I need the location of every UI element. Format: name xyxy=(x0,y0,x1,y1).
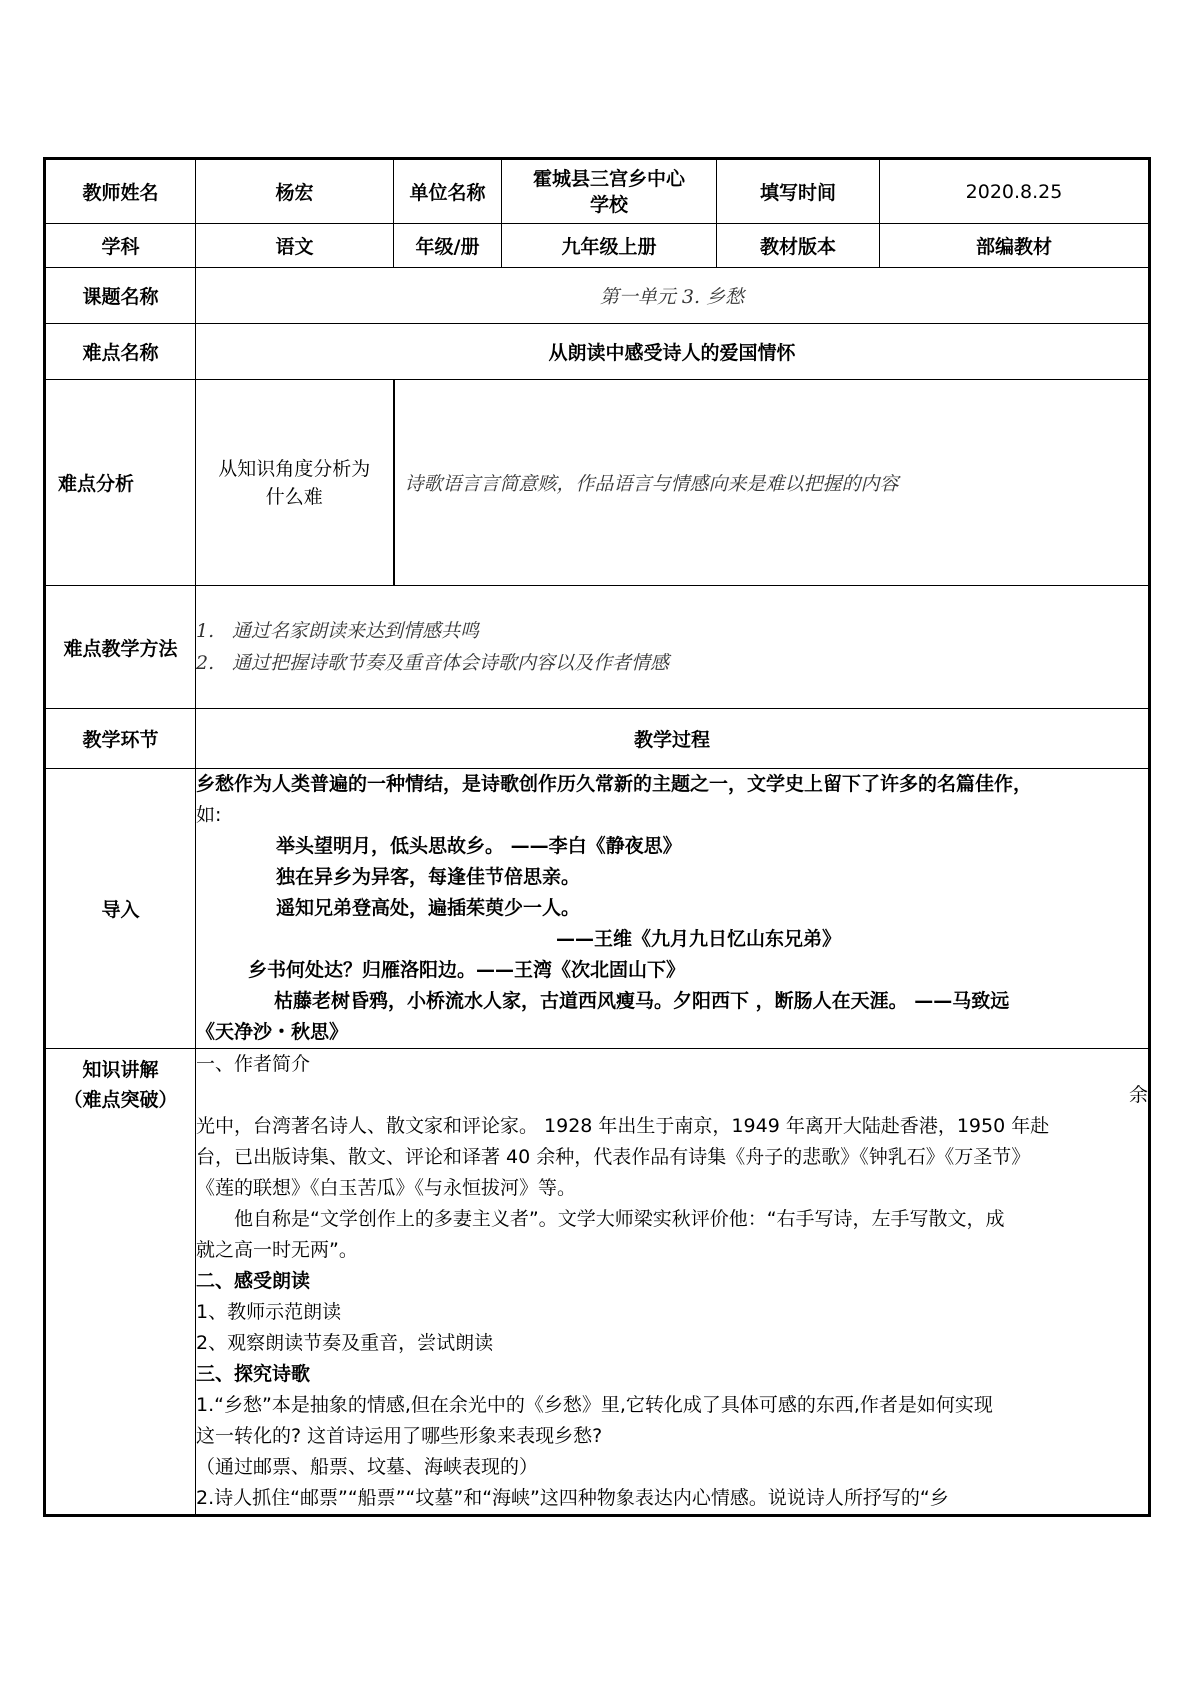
section-title: 一、作者简介 xyxy=(196,1053,311,1075)
analysis-value: 诗歌语言言简意赅，作品语言与情感向来是难以把握的内容 xyxy=(394,380,1150,586)
paragraph-line: 光中，台湾著名诗人、散文家和评论家。 1928 年出生于南京，1949 年离开大陆赴香港，1950 年赴 xyxy=(196,1115,1050,1137)
knowledge-label-line1: 知识讲解 xyxy=(82,1059,159,1081)
header-row-1 xyxy=(45,159,1150,224)
topic-label: 课题名称 xyxy=(45,268,196,324)
teacher-name-label: 教师姓名 xyxy=(45,159,196,224)
paragraph-line: 就之高一时无两”。 xyxy=(196,1239,358,1261)
intro-line: 如: xyxy=(196,804,222,826)
poem-line: 乡书何处达？归雁洛阳边。——王湾《次北固山下》 xyxy=(248,959,686,981)
methods-row xyxy=(45,586,1150,709)
process-value: 教学过程 xyxy=(196,709,1150,769)
knowledge-label-line2: （难点突破） xyxy=(63,1089,178,1111)
section-title: 二、感受朗读 xyxy=(196,1270,311,1292)
poem-line: 《天净沙・秋思》 xyxy=(196,1021,349,1043)
analysis-sub-label xyxy=(196,380,394,586)
unit-name-value xyxy=(502,159,717,224)
paragraph-line: 他自称是“文学创作上的多妻主义者”。文学大师梁实秋评价他：“右手写诗，左手写散文，成 xyxy=(234,1208,1005,1230)
process-label: 教学环节 xyxy=(45,709,196,769)
poem-line: 独在异乡为异客，每逢佳节倍思亲。 xyxy=(276,866,581,888)
method-item: 1. 通过名家朗读来达到情感共鸣 xyxy=(196,620,480,642)
analysis-sub-label-line2: 什么难 xyxy=(265,485,323,508)
unit-name-line2: 学校 xyxy=(589,193,628,216)
analysis-label: 难点分析 xyxy=(45,380,196,586)
poem-line: ——王维《九月九日忆山东兄弟》 xyxy=(556,928,842,950)
topic-value: 第一单元 3. 乡愁 xyxy=(196,268,1150,324)
poem-line: 举头望明月，低头思故乡。 ——李白《静夜思》 xyxy=(276,835,682,857)
subject-value: 语文 xyxy=(196,224,394,268)
edition-value: 部编教材 xyxy=(880,224,1150,268)
method-item: 2. 通过把握诗歌节奏及重音体会诗歌内容以及作者情感 xyxy=(196,652,670,674)
process-row xyxy=(45,709,1150,769)
question-line: 2.诗人抓住“邮票”“船票”“坟墓”和“海峡”这四种物象表达内心情感。说说诗人所抒写的“乡 xyxy=(196,1487,949,1509)
methods-label: 难点教学方法 xyxy=(45,586,196,709)
knowledge-content xyxy=(196,1049,1150,1516)
intro-row xyxy=(45,769,1150,1049)
intro-label: 导入 xyxy=(45,769,196,1049)
poem-line: 枯藤老树昏鸦，小桥流水人家，古道西风瘦马。夕阳西下 ，断肠人在天涯。 ——马致远 xyxy=(274,990,1010,1012)
difficulty-label: 难点名称 xyxy=(45,324,196,380)
answer-line: （通过邮票、船票、坟墓、海峡表现的） xyxy=(196,1456,539,1478)
grade-value: 九年级上册 xyxy=(502,224,717,268)
lesson-plan-table xyxy=(43,157,1151,1517)
methods-list xyxy=(196,586,1150,709)
question-line: 1.“乡愁”本是抽象的情感,但在余光中的《乡愁》里,它转化成了具体可感的东西,作者是如何实现 xyxy=(196,1394,993,1416)
author-first-char: 余 xyxy=(1128,1084,1148,1106)
fill-date-label: 填写时间 xyxy=(717,159,880,224)
knowledge-row xyxy=(45,1049,1150,1516)
difficulty-row xyxy=(45,324,1150,380)
list-item: 1、教师示范朗读 xyxy=(196,1301,342,1323)
unit-name-label: 单位名称 xyxy=(394,159,502,224)
edition-label: 教材版本 xyxy=(717,224,880,268)
analysis-sub-label-line1: 从知识角度分析为 xyxy=(218,457,371,480)
intro-line: 乡愁作为人类普遍的一种情结，是诗歌创作历久常新的主题之一，文学史上留下了许多的名篇佳作， xyxy=(196,773,1033,795)
grade-label: 年级/册 xyxy=(394,224,502,268)
teacher-name-value: 杨宏 xyxy=(196,159,394,224)
question-line: 这一转化的? 这首诗运用了哪些形象来表现乡愁? xyxy=(196,1425,603,1447)
header-row-2 xyxy=(45,224,1150,268)
unit-name-line1: 霍城县三宫乡中心 xyxy=(532,167,685,190)
knowledge-label xyxy=(45,1049,196,1516)
paragraph-line: 台，已出版诗集、散文、评论和译著 40 余种，代表作品有诗集《舟子的悲歌》《钟乳石》《万圣节》 xyxy=(196,1146,1031,1168)
list-item: 2、观察朗读节奏及重音，尝试朗读 xyxy=(196,1332,494,1354)
section-title: 三、探究诗歌 xyxy=(196,1363,311,1385)
intro-content xyxy=(196,769,1150,1049)
fill-date-value: 2020.8.25 xyxy=(880,159,1150,224)
difficulty-value: 从朗读中感受诗人的爱国情怀 xyxy=(196,324,1150,380)
poem-line: 遥知兄弟登高处，遍插茱萸少一人。 xyxy=(276,897,581,919)
analysis-row xyxy=(45,380,1150,586)
topic-row xyxy=(45,268,1150,324)
subject-label: 学科 xyxy=(45,224,196,268)
paragraph-line: 《莲的联想》《白玉苦瓜》《与永恒拔河》等。 xyxy=(196,1177,577,1199)
